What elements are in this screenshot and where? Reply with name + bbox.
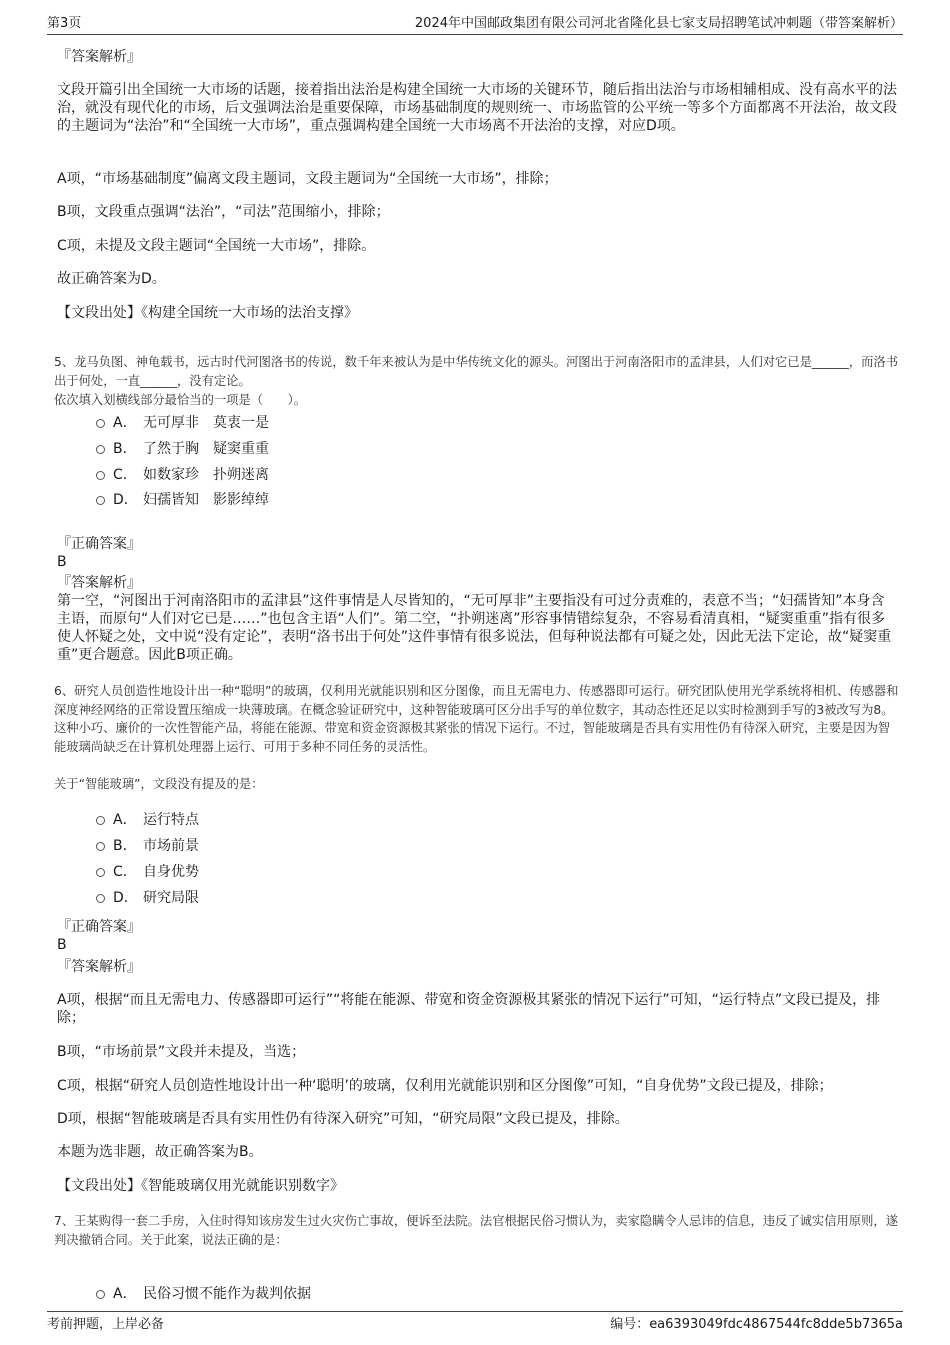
q5-option-a[interactable]: A． 无可厚非 莫衷一是 bbox=[96, 413, 269, 433]
page-footer bbox=[47, 1311, 903, 1334]
footer-slogan: 考前押题，上岸必备 bbox=[47, 1317, 165, 1332]
q4-analysis-text: 文段开篇引出全国统一大市场的话题，接着指出法治是构建全国统一大市场的关键环节，随后指出法治与市场相辅相成、没有高水平的法治，就没有现代化的市场，后文强调法治是重要保障，市场基础制度的规则统一、市场监管的公平统一等多个方面都离不开法治，故文段的主题词为“法治”和“全国统一大市场”，重点强调构建全国统一大市场离不开法治的支撑，对应D项。 bbox=[57, 82, 897, 134]
q6-conclusion: 本题为选非题，故正确答案为B。 bbox=[57, 1144, 263, 1160]
q5-option-d[interactable]: D． 妇孺皆知 影影绰绰 bbox=[96, 490, 269, 510]
radio-button-icon[interactable] bbox=[96, 868, 105, 877]
q4-option-c-analysis: C项，未提及文段主题词“全国统一大市场”，排除。 bbox=[57, 238, 376, 254]
q6-answer-label: 『正确答案』 bbox=[57, 919, 141, 935]
radio-button-icon[interactable] bbox=[96, 419, 105, 428]
q6-option-d-analysis: D项，根据“智能玻璃是否具有实用性仍有待深入研究”可知，“研究局限”文段已提及，排除。 bbox=[57, 1111, 629, 1127]
q6-answer: B bbox=[57, 937, 67, 953]
page-header bbox=[47, 12, 903, 35]
q4-option-a-analysis: A项，“市场基础制度”偏离文段主题词，文段主题词为“全国统一大市场”，排除； bbox=[57, 171, 558, 187]
q7-option-a[interactable]: A． 民俗习惯不能作为裁判依据 bbox=[96, 1284, 311, 1304]
document-title: 2024年中国邮政集团有限公司河北省隆化县七家支局招聘笔试冲刺题（带答案解析） bbox=[414, 16, 903, 31]
q6-stem: 6、研究人员创造性地设计出一种“聪明”的玻璃，仅利用光就能识别和区分图像，而且无需电力、传感器即可运行。研究团队使用光学系统将相机、传感器和深度神经网络的正常设置压缩成一块薄玻璃。在概念验证研究中，这种智能玻璃可区分出手写的单位数字，其动态性还足以实时检测到手写的3被改写为8。这种小巧、廉价的一次性智能产品，将能在能源、带宽和资金资源极其紧张的情况下运行。不过，智能玻璃是否具有实用性仍有待深入研究，主要是因为智能玻璃尚缺乏在计算机处理器上运行、可用于多种不同任务的灵活性。 bbox=[54, 684, 899, 754]
q6-option-b-analysis: B项，“市场前景”文段并未提及，当选； bbox=[57, 1044, 306, 1060]
radio-button-icon[interactable] bbox=[96, 894, 105, 903]
q4-analysis-label: 『答案解析』 bbox=[57, 49, 141, 65]
q5-option-c[interactable]: C． 如数家珍 扑朔迷离 bbox=[96, 465, 269, 485]
q7-stem: 7、王某购得一套二手房，入住时得知该房发生过火灾伤亡事故，便诉至法院。法官根据民俗习惯认为，卖家隐瞒令人忌讳的信息，违反了诚实信用原则，遂判决撤销合同。关于此案，说法正确的是： bbox=[54, 1214, 899, 1247]
q5-stem: 5、龙马负图、神龟载书，远古时代河图洛书的传说，数千年来被认为是中华传统文化的源头。河图出于河南洛阳市的孟津县，人们对它已是______，而洛书出于何处，一直______，没有定论。 bbox=[54, 355, 899, 388]
q5-analysis-text: 第一空，“河图出于河南洛阳市的孟津县”这件事情是人尽皆知的，“无可厚非”主要指没有可过分责难的，表意不当；“妇孺皆知”本身含主语，而原句“人们对它已是……”也包含主语“人们”。第二空，“扑朔迷离”形容事情错综复杂，不容易看清真相，“疑窦重重”指有很多使人怀疑之处，文中说“没有定论”，表明“洛书出于何处”这件事情有很多说法，但每种说法都有可疑之处，因此无法下定论，故“疑窦重重”更合题意。因此B项正确。 bbox=[57, 593, 892, 663]
radio-button-icon[interactable] bbox=[96, 842, 105, 851]
q6-option-d[interactable]: D． 研究局限 bbox=[96, 888, 199, 908]
q5-prompt: 依次填入划横线部分最恰当的一项是（ ）。 bbox=[54, 393, 307, 407]
q5-option-b[interactable]: B． 了然于胸 疑窦重重 bbox=[96, 439, 269, 459]
radio-button-icon[interactable] bbox=[96, 1290, 105, 1299]
q4-conclusion: 故正确答案为D。 bbox=[57, 271, 166, 287]
document-code: 编号：ea6393049fdc4867544fc8dde5b7365a bbox=[610, 1317, 903, 1332]
q6-option-a[interactable]: A． 运行特点 bbox=[96, 810, 199, 830]
q5-answer: B bbox=[57, 554, 67, 570]
q5-analysis-label: 『答案解析』 bbox=[57, 575, 141, 591]
q6-option-c[interactable]: C． 自身优势 bbox=[96, 862, 199, 882]
radio-button-icon[interactable] bbox=[96, 445, 105, 454]
q6-source: 【文段出处】《智能玻璃仅用光就能识别数字》 bbox=[57, 1178, 344, 1194]
q4-source: 【文段出处】《构建全国统一大市场的法治支撑》 bbox=[57, 305, 358, 321]
radio-button-icon[interactable] bbox=[96, 816, 105, 825]
radio-button-icon[interactable] bbox=[96, 471, 105, 480]
q6-option-b[interactable]: B． 市场前景 bbox=[96, 836, 199, 856]
page-number: 第3页 bbox=[47, 16, 82, 31]
q4-option-b-analysis: B项，文段重点强调“法治”，“司法”范围缩小，排除； bbox=[57, 204, 390, 220]
q6-analysis-label: 『答案解析』 bbox=[57, 959, 141, 975]
q6-option-c-analysis: C项，根据“研究人员创造性地设计出一种‘聪明’的玻璃，仅利用光就能识别和区分图像”可知，“自身优势”文段已提及，排除； bbox=[57, 1078, 833, 1094]
q6-prompt: 关于“智能玻璃”，文段没有提及的是： bbox=[54, 777, 264, 791]
q5-answer-label: 『正确答案』 bbox=[57, 536, 141, 552]
q6-option-a-analysis: A项，根据“而且无需电力、传感器即可运行”“将能在能源、带宽和资金资源极其紧张的情况下运行”可知，“运行特点”文段已提及，排除； bbox=[57, 992, 881, 1026]
radio-button-icon[interactable] bbox=[96, 496, 105, 505]
